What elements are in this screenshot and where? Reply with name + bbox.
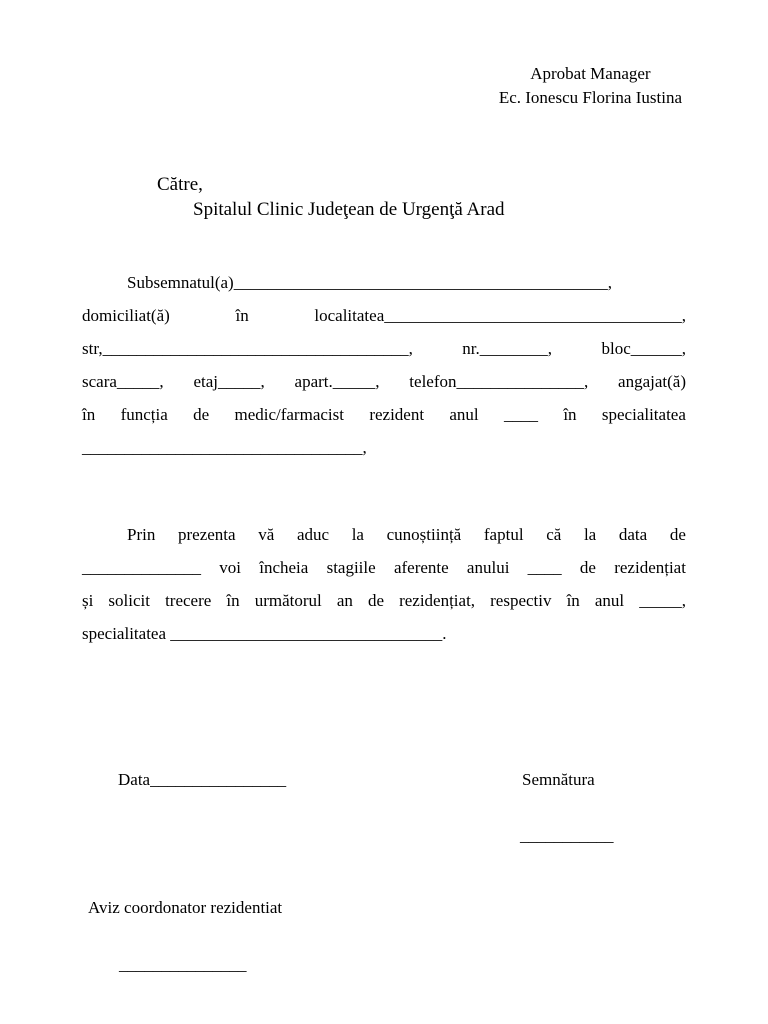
word: _____, bbox=[639, 591, 686, 610]
word: ______________ bbox=[82, 558, 201, 577]
text-line: specialitatea ________________________________. bbox=[82, 624, 447, 643]
coordinator-approval-label: Aviz coordonator rezidentiat bbox=[88, 898, 283, 917]
text-line: Subsemnatul(a)____________________________________________, bbox=[127, 273, 612, 292]
word: aferente bbox=[393, 558, 449, 577]
addressee-to: Către, bbox=[157, 174, 203, 195]
word: an bbox=[336, 591, 353, 610]
word: apart._____, bbox=[294, 372, 380, 391]
word: încheia bbox=[259, 558, 309, 577]
word: nr.________, bbox=[462, 339, 553, 358]
signature-label: Semnătura bbox=[522, 770, 595, 789]
word: și bbox=[82, 591, 94, 610]
request-paragraph-2 bbox=[82, 518, 686, 650]
word: domiciliat(ă) bbox=[82, 306, 170, 325]
approval-manager-name: Ec. Ionescu Florina Iustina bbox=[498, 88, 682, 107]
word: etaj_____, bbox=[193, 372, 265, 391]
word: de bbox=[367, 591, 384, 610]
word: prezenta bbox=[178, 525, 236, 544]
word: telefon_______________, bbox=[409, 372, 589, 391]
word: următorul bbox=[254, 591, 322, 610]
word: de bbox=[579, 558, 596, 577]
word: ____ bbox=[527, 558, 562, 577]
word: rezidențiat, bbox=[399, 591, 476, 610]
word: la bbox=[351, 525, 364, 544]
text-line bbox=[82, 398, 686, 431]
word: în bbox=[82, 405, 96, 424]
text-line: _________________________________, bbox=[82, 438, 367, 457]
word: voi bbox=[219, 558, 241, 577]
word: localitatea___________________________________, bbox=[314, 306, 686, 325]
word: stagiile bbox=[326, 558, 376, 577]
word: cunoștiință bbox=[386, 525, 462, 544]
word: în bbox=[235, 306, 249, 325]
word: Prin bbox=[127, 525, 156, 544]
word: str,____________________________________, bbox=[82, 339, 413, 358]
word: în bbox=[566, 591, 580, 610]
word: ____ bbox=[504, 405, 538, 424]
word: trecere bbox=[165, 591, 212, 610]
word: rezident bbox=[369, 405, 425, 424]
word: anul bbox=[594, 591, 625, 610]
coordinator-signature-line: _______________ bbox=[119, 955, 247, 974]
word: data bbox=[618, 525, 648, 544]
word: aduc bbox=[296, 525, 330, 544]
word: scara_____, bbox=[82, 372, 164, 391]
word: respectiv bbox=[490, 591, 552, 610]
text-line bbox=[82, 365, 686, 398]
text-line bbox=[82, 299, 686, 332]
word: bloc______, bbox=[601, 339, 686, 358]
addressee-institution: Spitalul Clinic Judeţean de Urgenţă Arad bbox=[193, 199, 505, 220]
word: că bbox=[546, 525, 562, 544]
word: medic/farmacist bbox=[234, 405, 344, 424]
word: funcția bbox=[120, 405, 168, 424]
word: de bbox=[669, 525, 686, 544]
word: în bbox=[563, 405, 577, 424]
word: rezidențiat bbox=[614, 558, 686, 577]
signature-line: ___________ bbox=[520, 826, 614, 845]
word: vă bbox=[258, 525, 275, 544]
word: de bbox=[193, 405, 210, 424]
word: angajat(ă) bbox=[618, 372, 686, 391]
approval-title: Aprobat Manager bbox=[530, 64, 651, 83]
text-line bbox=[82, 551, 686, 584]
word: faptul bbox=[483, 525, 524, 544]
text-line bbox=[82, 518, 686, 551]
word: specialitatea bbox=[601, 405, 686, 424]
word: anul bbox=[449, 405, 479, 424]
date-field-label: Data________________ bbox=[118, 770, 287, 789]
request-paragraph-1 bbox=[82, 266, 686, 464]
word: anului bbox=[466, 558, 510, 577]
word: solicit bbox=[108, 591, 150, 610]
word: la bbox=[583, 525, 597, 544]
word: în bbox=[226, 591, 240, 610]
text-line bbox=[82, 584, 686, 617]
text-line bbox=[82, 332, 686, 365]
approval-block bbox=[499, 62, 682, 110]
